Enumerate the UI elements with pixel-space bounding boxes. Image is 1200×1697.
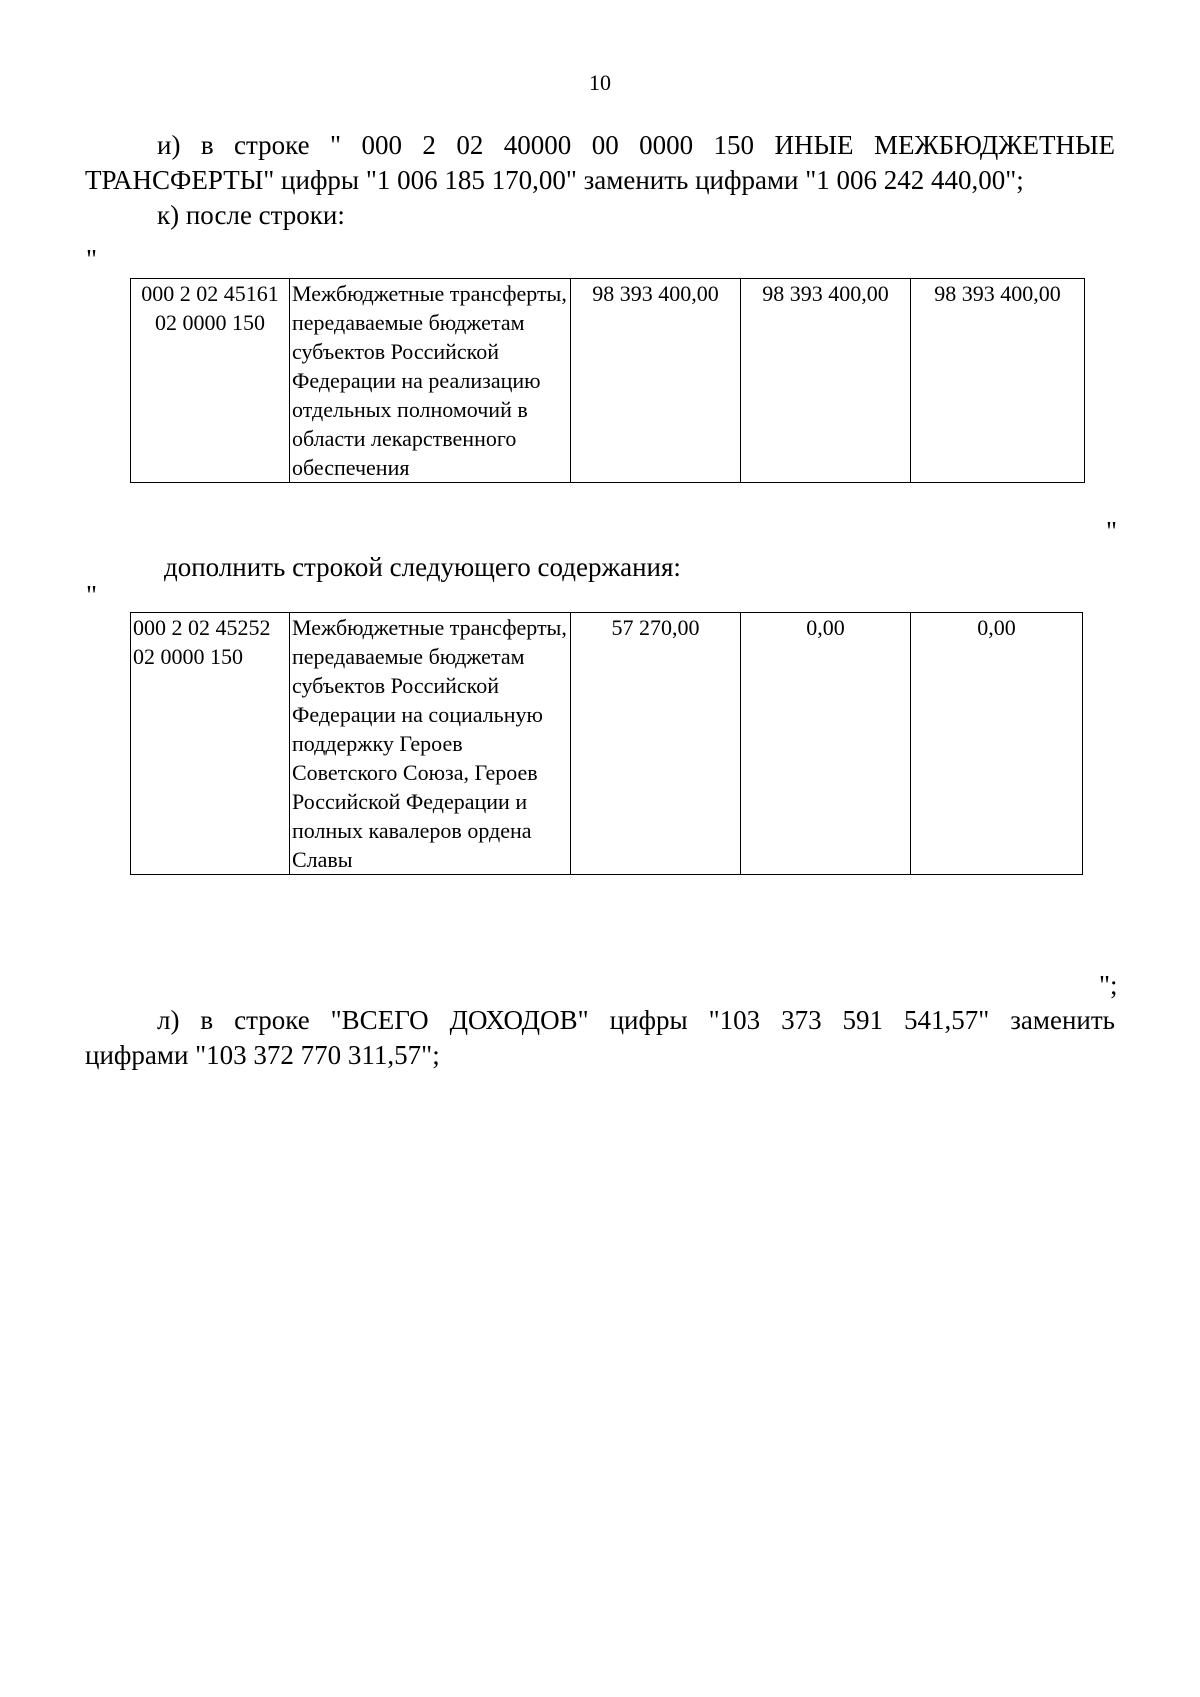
- value-cell-2: 98 393 400,00: [741, 279, 911, 483]
- description-cell: Межбюджетные трансферты, передаваемые бюджетам субъектов Российской Федерации на социальную поддержку Героев Советского Союза, Героев Российской Федерации и полных кавалеров ордена Славы: [290, 613, 571, 875]
- paragraph-supplement: [85, 550, 1115, 585]
- close-quote-semicolon: ";: [1099, 970, 1118, 1000]
- value-cell-2: 0,00: [741, 613, 911, 875]
- budget-code-cell: 000 2 02 45252 02 0000 150: [131, 613, 290, 875]
- paragraph-k: [85, 198, 1115, 233]
- table-after-row: [130, 278, 1085, 483]
- paragraph-i-line1: и) в строке " 000 2 02 40000 00 0000 150 ИНЫЕ МЕЖБЮДЖЕТНЫЕ: [157, 130, 1115, 160]
- page-number: 10: [589, 70, 611, 95]
- paragraph-i: [85, 128, 1115, 198]
- value-cell-1: 57 270,00: [571, 613, 741, 875]
- value-cell-3: 0,00: [911, 613, 1083, 875]
- table-row: [131, 613, 1083, 875]
- value-cell-3: 98 393 400,00: [911, 279, 1085, 483]
- paragraph-i-line2: ТРАНСФЕРТЫ" цифры "1 006 185 170,00" заменить цифрами "1 006 242 440,00";: [85, 165, 1024, 195]
- table-new-row: [130, 612, 1083, 875]
- value-cell-1: 98 393 400,00: [571, 279, 741, 483]
- budget-code-cell: 000 2 02 45161 02 0000 150: [131, 279, 290, 483]
- open-quote-1: ": [86, 244, 98, 274]
- paragraph-k-text: к) после строки:: [157, 200, 345, 230]
- table-row: [131, 279, 1085, 483]
- open-quote-2: ": [86, 580, 98, 610]
- paragraph-l: [85, 1003, 1115, 1073]
- close-quote-1: ": [1106, 516, 1118, 546]
- paragraph-l-line1: л) в строке "ВСЕГО ДОХОДОВ" цифры "103 373 591 541,57" заменить: [157, 1005, 1115, 1035]
- paragraph-supplement-text: дополнить строкой следующего содержания:: [164, 552, 681, 582]
- paragraph-l-line2: цифрами "103 372 770 311,57";: [85, 1040, 440, 1070]
- description-cell: Межбюджетные трансферты, передаваемые бюджетам субъектов Российской Федерации на реализацию отдельных полномочий в области лекарственного обеспечения: [290, 279, 571, 483]
